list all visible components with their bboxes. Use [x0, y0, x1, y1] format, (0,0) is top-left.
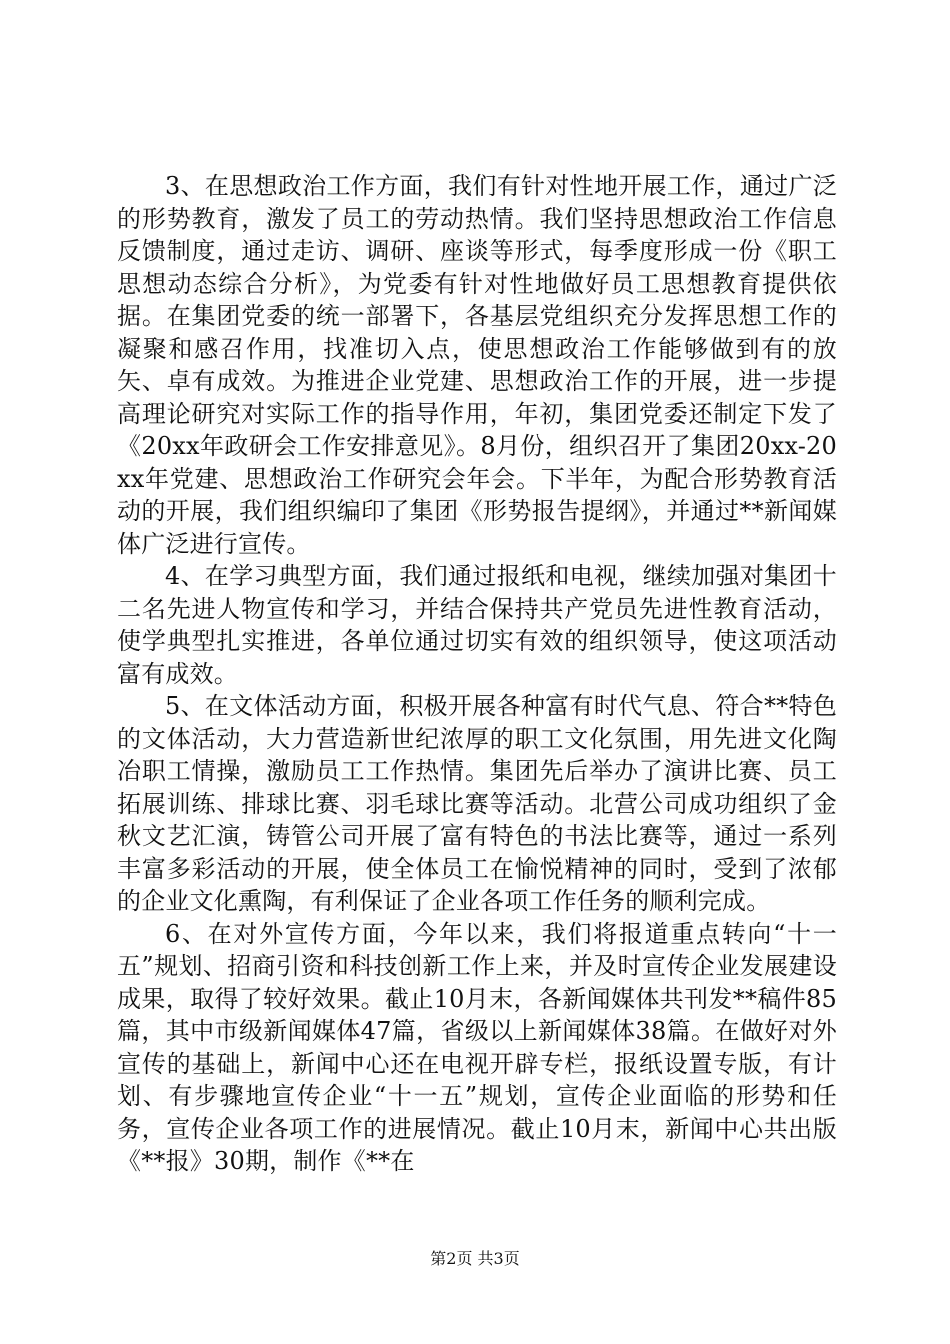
paragraph-external-publicity: 6、在对外宣传方面，今年以来，我们将报道重点转向“十一五”规划、招商引资和科技创新工作上来，并及时宣传企业发展建设成果，取得了较好效果。截止10月末，各新闻媒体共刊发**稿件85篇，其中市级新闻媒体47篇，省级以上新闻媒体38篇。在做好对外宣传的基础上，新闻中心还在电视开辟专栏，报纸设置专版，有计划、有步骤地宣传企业“十一五”规划，宣传企业面临的形势和任务，宣传企业各项工作的进展情况。截止10月末，新闻中心共出版《**报》30期，制作《**在 [117, 919, 837, 1175]
paragraph-cultural-sports: 5、在文体活动方面，积极开展各种富有时代气息、符合**特色的文体活动，大力营造新世纪浓厚的职工文化氛围，用先进文化陶冶职工情操，激励员工工作热情。集团先后举办了演讲比赛、员工拓展训练、排球比赛、羽毛球比赛等活动。北营公司成功组织了金秋文艺汇演，铸管公司开展了富有特色的书法比赛等，通过一系列丰富多彩活动的开展，使全体员工在愉悦精神的同时，受到了浓郁的企业文化熏陶，有利保证了企业各项工作任务的顺利完成。 [117, 692, 837, 915]
document-body [117, 170, 837, 1178]
paragraph-ideological-work: 3、在思想政治工作方面，我们有针对性地开展工作，通过广泛的形势教育，激发了员工的劳动热情。我们坚持思想政治工作信息反馈制度，通过走访、调研、座谈等形式，每季度形成一份《职工思想动态综合分析》，为党委有针对性地做好员工思想教育提供依据。在集团党委的统一部署下，各基层党组织充分发挥思想工作的凝聚和感召作用，找准切入点，使思想政治工作能够做到有的放矢、卓有成效。为推进企业党建、思想政治工作的开展，进一步提高理论研究对实际工作的指导作用，年初，集团党委还制定下发了《20xx年政研会工作安排意见》。8月份，组织召开了集团20xx-20xx年党建、思想政治工作研究会年会。下半年，为配合形势教育活动的开展，我们组织编印了集团《形势报告提纲》，并通过**新闻媒体广泛进行宣传。 [117, 172, 837, 558]
page-number-footer: 第2页 共3页 [430, 1249, 520, 1268]
paragraph-learning-models: 4、在学习典型方面，我们通过报纸和电视，继续加强对集团十二名先进人物宣传和学习，并结合保持共产党员先进性教育活动，使学典型扎实推进，各单位通过切实有效的组织领导，使这项活动富有成效。 [117, 562, 837, 688]
